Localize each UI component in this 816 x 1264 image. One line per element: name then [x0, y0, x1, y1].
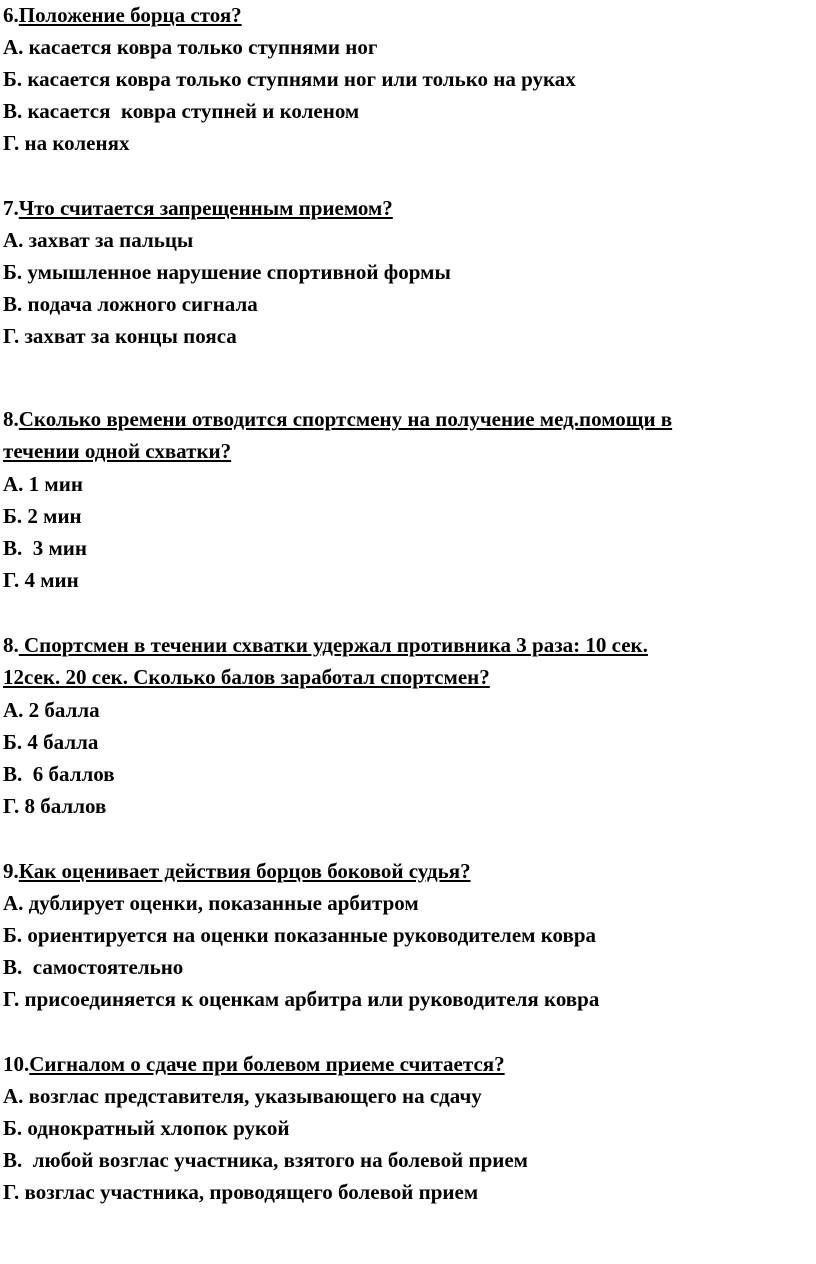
answer-option: А. дублирует оценки, показанные арбитром: [3, 891, 419, 915]
question-number: 9.: [3, 859, 19, 883]
answer-option: В. 6 баллов: [3, 762, 115, 786]
question-6-title: [3, 2, 242, 28]
answer-option: Г. на коленях: [3, 131, 130, 155]
answer-option: В. любой возглас участника, взятого на болевой прием: [3, 1148, 528, 1172]
answer-option: В. подача ложного сигнала: [3, 292, 258, 316]
answer-option: А. возглас представителя, указывающего на сдачу: [3, 1084, 482, 1108]
answer-option: Г. 8 баллов: [3, 794, 107, 818]
question-text: Спортсмен в течении схватки удержал противника 3 раза: 10 сек.: [18, 633, 648, 657]
question-number: 6.: [3, 3, 19, 27]
question-number: 7.: [3, 196, 19, 220]
answer-option: Г. присоединяется к оценкам арбитра или руководителя ковра: [3, 987, 600, 1011]
answer-option: А. 2 балла: [3, 698, 100, 722]
question-8-title: [3, 406, 672, 432]
answer-option: Г. 4 мин: [3, 568, 79, 592]
question-number: 8.: [3, 407, 19, 431]
question-7-title: [3, 195, 393, 221]
answer-option: В. самостоятельно: [3, 955, 184, 979]
answer-option: Б. ориентируется на оценки показанные руководителем ковра: [3, 923, 597, 947]
question-9-title: [3, 858, 471, 884]
answer-option: Б. умышленное нарушение спортивной формы: [3, 260, 451, 284]
answer-option: Г. возглас участника, проводящего болевой прием: [3, 1180, 479, 1204]
question-text: Сколько времени отводится спортсмену на получение мед.помощи в: [18, 407, 673, 431]
answer-option: Б. 2 мин: [3, 504, 82, 528]
question-text: Сигналом о сдаче при болевом приеме считается?: [29, 1052, 505, 1076]
question-number: 8.: [3, 633, 19, 657]
answer-option: Б. однократный хлопок рукой: [3, 1116, 290, 1140]
question-10-title: [3, 1051, 505, 1077]
question-text: Что считается запрещенным приемом?: [18, 196, 393, 220]
answer-option: А. 1 мин: [3, 472, 83, 496]
question-text: Как оценивает действия борцов боковой судья?: [18, 859, 471, 883]
question-text: Положение борца стоя?: [18, 3, 242, 27]
answer-option: Б. 4 балла: [3, 730, 99, 754]
answer-option: Г. захват за концы пояса: [3, 324, 237, 348]
question-text-continued: течении одной схватки?: [3, 439, 232, 463]
question-number: 10.: [3, 1052, 30, 1076]
answer-option: В. 3 мин: [3, 536, 88, 560]
question-text-continued: 12сек. 20 сек. Сколько балов заработал спортсмен?: [3, 665, 490, 689]
question-8b-title: [3, 632, 648, 658]
answer-option: Б. касается ковра только ступнями ног или только на руках: [3, 67, 576, 91]
answer-option: В. касается ковра ступней и коленом: [3, 99, 360, 123]
answer-option: А. захват за пальцы: [3, 228, 194, 252]
answer-option: А. касается ковра только ступнями ног: [3, 35, 378, 59]
